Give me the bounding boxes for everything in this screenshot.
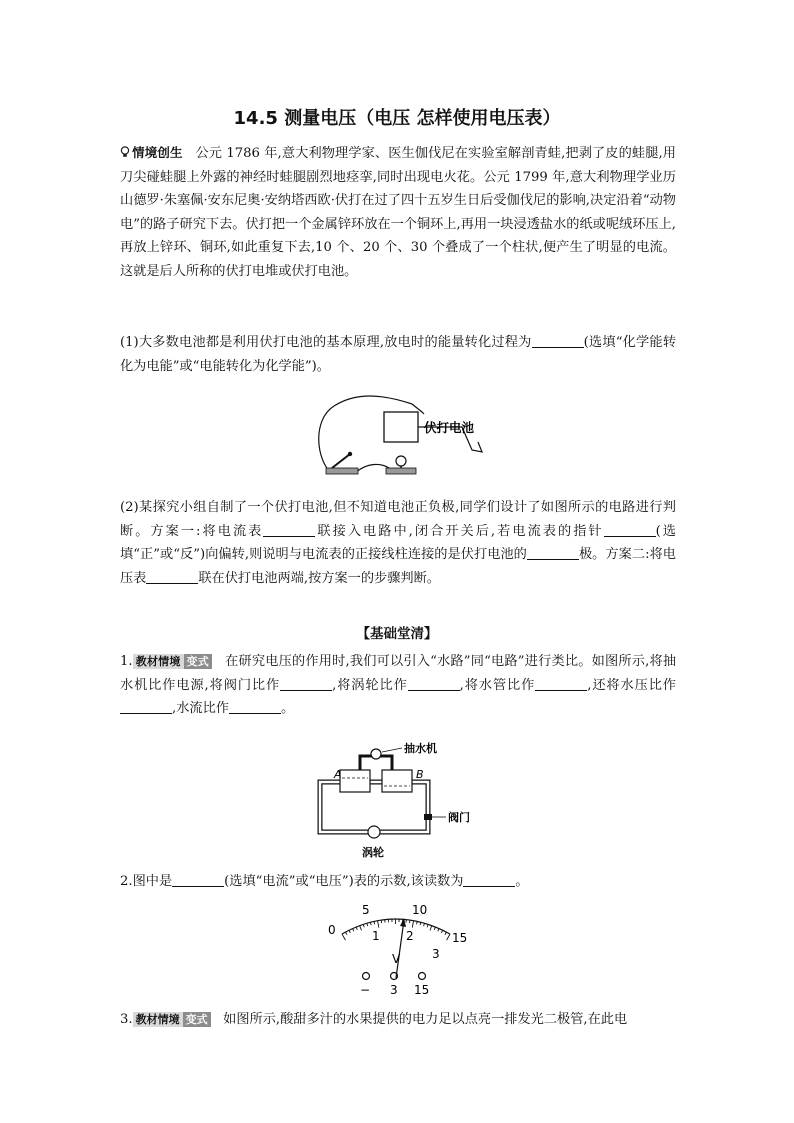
outer-scale-10: 10 (412, 903, 428, 917)
answer-blank[interactable] (146, 571, 198, 584)
answer-blank[interactable] (535, 678, 587, 691)
exercise-2: 2.图中是 (选填“电流”或“电压”)表的示数,该读数为 。 (120, 874, 529, 889)
answer-blank[interactable] (463, 874, 515, 887)
answer-blank[interactable] (408, 678, 460, 691)
intro-tag: 情境创生 (132, 145, 183, 160)
terminal-15 (419, 973, 426, 980)
question-1 (120, 331, 676, 378)
dial-tick (353, 929, 354, 932)
outer-scale-5: 5 (362, 903, 370, 917)
exercise-3: 3. 教材情境 变式 如图所示,酸甜多汁的水果提供的电力足以点亮一排发光二极管,在此电 (120, 1012, 628, 1027)
answer-blank[interactable] (532, 335, 584, 348)
section-heading: 【基础堂清】 (356, 626, 438, 642)
textbook-context-badge: 教材情境 (133, 654, 184, 669)
intro-paragraph (120, 141, 676, 284)
dial-tick (342, 934, 345, 940)
variant-badge: 变式 (184, 654, 212, 669)
q1-text: (1)大多数电池都是利用伏打电池的基本原理,放电时的能量转化过程为 (120, 335, 532, 350)
answer-blank[interactable] (229, 701, 281, 714)
outer-scale-15: 15 (452, 931, 468, 945)
unit-label: V (392, 952, 401, 966)
dial-tick (445, 932, 446, 935)
dial-tick (346, 932, 347, 935)
exercise-1: 1. 教材情境 变式 在研究电压的作用时,我们可以引入“水路”同“电路”进行类比。如图所示,将抽水机比作电源,将阀门比作 ,将涡轮比作 ,将水管比作 ,还将水压比作,水流比作 。 (120, 654, 677, 717)
answer-blank[interactable] (263, 524, 315, 537)
question-2: (2)某探究小组自制了一个伏打电池,但不知道电池正负极,同学们设计了如图所示的电路进行判断。方案一:将电流表 联接入电路中,闭合开关后,若电流表的指针 (选填“正”或“反”)向偏转,则说明与电流表的正接线柱连接的是伏打电池的 极。方案二:将电压表 联在伏打电池两端,按方案一的步骤判断。 (120, 500, 676, 586)
inner-scale-2: 2 (406, 929, 414, 943)
dial-tick (424, 923, 425, 926)
dial-tick (438, 929, 439, 932)
dial-tick (434, 927, 435, 930)
voltaic-battery-label: 伏打电池 (424, 420, 475, 435)
pump-label: 抽水机 (404, 742, 437, 755)
dial-tick (349, 930, 350, 933)
dial-pointer (396, 920, 404, 978)
lightbulb-icon (120, 146, 130, 158)
dial-ticks (342, 919, 450, 940)
textbook-context-badge: 教材情境 (133, 1012, 183, 1027)
answer-blank[interactable] (527, 547, 579, 560)
container-b-label: B (416, 768, 424, 781)
dial-tick (356, 927, 357, 930)
dial-tick (360, 926, 362, 931)
dial-tick (367, 923, 368, 926)
answer-blank[interactable] (604, 524, 656, 537)
dial-tick (417, 921, 418, 924)
dial-tick (427, 924, 428, 927)
answer-blank[interactable] (120, 701, 172, 714)
inner-scale-1: 1 (372, 929, 380, 943)
container-a-label: A (334, 768, 342, 781)
answer-blank[interactable] (172, 874, 224, 887)
dial-tick (363, 924, 364, 927)
dial-tick (412, 921, 413, 928)
page-title: 14.5 测量电压（电压 怎样使用电压表） (233, 108, 561, 129)
water-circuit-figure (310, 740, 490, 862)
valve-label: 阀门 (448, 811, 470, 824)
intro-text: 公元 1786 年,意大利物理学家、医生伽伐尼在实验室解剖青蛙,把剥了皮的蛙腿,用刀尖碰蛙腿上外露的神经时蛙腿剧烈地痉挛,同时出现电火花。公元 1799 年,意大利物理学业历山德罗·朱塞佩·安东尼奥·安纳塔西欧·伏打在过了四十五岁生日后受伽伐尼的影响,决定沿着“动物电”的路子研究下去。伏打把一个金属锌环放在一个铜环上,再用一块浸透盐水的纸或呢绒环压上,再放上锌环、铜环,如此重复下去,10 个、20 个、30 个叠成了一个柱状,便产生了明显的电流。这就是后人所称的伏打电堆或伏打电池。 (120, 146, 676, 279)
terminal-label-negative: − (360, 983, 371, 997)
terminal-label-15: 15 (414, 983, 430, 997)
terminal-label-3: 3 (390, 983, 398, 997)
dial-tick (441, 930, 442, 933)
outer-scale-0: 0 (328, 923, 336, 937)
dial-tick (430, 926, 432, 931)
variant-badge: 变式 (183, 1012, 211, 1027)
terminal-negative (363, 973, 370, 980)
dial-tick (378, 921, 379, 928)
dial-tick (374, 921, 375, 924)
voltaic-circuit-figure (312, 390, 492, 490)
q1-hint: (选填“化学能转化为电能”或“电能转化为化学能”)。 (120, 335, 677, 374)
dial-tick (447, 934, 450, 940)
turbine-label: 涡轮 (362, 846, 384, 859)
answer-blank[interactable] (280, 678, 332, 691)
voltmeter-dial-figure (320, 898, 470, 1000)
inner-scale-3: 3 (432, 947, 440, 961)
